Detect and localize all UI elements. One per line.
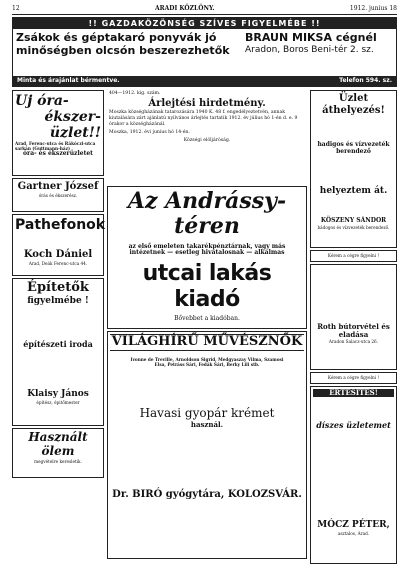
top-ad-left xyxy=(16,32,241,57)
left-column xyxy=(12,90,104,480)
koch-sub: Arad, Deák Ferenc-utca 44. xyxy=(28,260,88,266)
koszeny-sub: bádogos és vízvezeték berendező. xyxy=(317,225,390,231)
ad-gartner xyxy=(12,178,104,212)
mocz-name: MÓCZ PÉTER, xyxy=(317,520,390,531)
article-office: Községi elöljáróság. xyxy=(183,138,231,144)
right-column xyxy=(310,90,397,566)
article-ref: 404—1912. kig. szám. xyxy=(109,91,161,96)
epitesz-iroda: építészeti iroda xyxy=(23,339,93,350)
hadigos: hadigos és vízvezeték berendező xyxy=(317,141,390,155)
article-body: Moszka községházának tatarozására 1940 K. 48 f. engedélyeztetvén, annak kiutalására zárt ajánlatú nyilvános árlejtés tartatik 1912. év július hó 1-én d. e. 9 órakor a községházánál. xyxy=(109,110,298,128)
havasi-hasznal: használ. xyxy=(190,419,224,429)
ad-hasznalt xyxy=(12,428,104,478)
artist-names: Ivonne de Treville, Arnoldson Sigrid, Medgyaszay Vilma, Szamosi Elsa, Petráss Sári, Fedák Sári, Berky Lili stb. xyxy=(130,356,284,367)
vilaghiru-title: VILÁGHÍRŰ MŰVÉSZNŐK xyxy=(111,334,303,349)
ad-uzlet: üzlet!! xyxy=(49,125,101,142)
andrassy-title: Az Andrássy-téren xyxy=(127,188,287,240)
ad-epitetok xyxy=(12,278,104,426)
top-ad-braun xyxy=(12,17,397,87)
top-ad-firm: BRAUN MIKSA cégnél xyxy=(245,31,377,44)
ad-roth xyxy=(310,264,397,370)
top-ad-line2: minőségben olcsón beszerezhetők xyxy=(16,43,230,57)
ad-uj-ora xyxy=(12,90,104,176)
top-ad-bar xyxy=(13,76,396,86)
top-ad-bar-right: Telefon 594. sz. xyxy=(339,77,392,84)
ad-ora-title: óra- és ékszerüzletet xyxy=(23,150,93,158)
page-number: 12 xyxy=(12,5,20,12)
diszes-title: díszes üzletemet xyxy=(316,420,391,431)
utcai-lakas: utcai lakás kiadó xyxy=(142,261,272,312)
epitetok-sub: figyelmébe ! xyxy=(27,295,89,306)
article-sign: Moszka, 1912. évi junius hó 14-én. xyxy=(109,130,190,136)
top-ad-address: Aradon, Boros Beni-tér 2. sz. xyxy=(245,44,374,55)
issue-date: 1912. junius 18 xyxy=(349,5,397,12)
running-header xyxy=(12,6,397,15)
bovebbet: Bővebbet a kiadóban. xyxy=(174,314,240,322)
ertesites-title: ÉRTESÍTÉS! xyxy=(313,389,394,397)
mocz-sub: asztalos, Arad. xyxy=(337,530,370,536)
kerese-box-2: Kérem a cégre figyelni ! xyxy=(310,372,397,384)
paper-title: ARADI KÖZLÖNY. xyxy=(154,5,215,12)
ad-ertesites xyxy=(310,386,397,564)
hasznalt-title: Használt ölem xyxy=(28,430,88,458)
hasznalt-sub: megvételre keresletik. xyxy=(34,458,82,464)
top-ad-strip: !! GAZDAKÖZÖNSÉG SZÍVES FIGYELMÉBE !! xyxy=(13,18,396,29)
ad-pathe xyxy=(12,214,104,276)
gartner-name: Gartner József xyxy=(17,181,99,192)
newspaper-page xyxy=(12,6,397,564)
klaisy-name: Klaisy János xyxy=(27,389,89,400)
pathe-title: Pathefonok xyxy=(15,217,106,233)
koch-name: Koch Dániel xyxy=(23,249,93,261)
article-arlejtes xyxy=(107,90,307,186)
uzlet-title: Üzlet áthelyezés! xyxy=(322,93,385,116)
drbiro: Dr. BIRÓ gyógytára, KOLOZSVÁR. xyxy=(112,488,302,500)
gartner-sub: órás és ékszerész. xyxy=(38,192,78,198)
ad-uj: Uj óra- xyxy=(15,93,69,109)
ad-ekszer: ékszer- xyxy=(44,109,101,126)
andrassy-sub: az első emeleten takarékpénztárnak, vagy más intézetnek — esetleg hivatalosnak — alkalmas xyxy=(128,242,286,257)
kerese-box-1: Kérem a cégre figyelni ! xyxy=(310,250,397,262)
middle-column xyxy=(107,90,307,561)
ad-havasi xyxy=(107,331,307,559)
top-ad-right xyxy=(245,32,395,55)
roth-title: Roth bútorvétel és eladása xyxy=(317,322,390,340)
epitetok-title: Építetők xyxy=(27,280,89,295)
koszeny-name: KÖSZENY SÁNDOR xyxy=(320,217,387,225)
havasi-title: Havasi gyopár krémet xyxy=(139,406,275,420)
ad-andrassy xyxy=(107,186,307,329)
top-ad-bar-left: Minta és árajánlat bérmentve. xyxy=(17,77,120,84)
article-title: Árlejtési hirdetmény. xyxy=(148,97,266,109)
klaisy-sub: építész, épitőmester xyxy=(36,399,80,405)
ad-arad-addr: Arad, Ferenc-utca és Rákóczi-utca sarkán (Guttmann-ház) xyxy=(15,141,96,152)
helyeztem: helyeztem át. xyxy=(319,185,388,196)
ad-uzlet-athelyezes xyxy=(310,90,397,248)
top-ad-line1: Zsákok és géptakaró ponyvák jó xyxy=(16,31,217,44)
roth-addr: Aradon Salacz-utca 26. xyxy=(328,339,379,345)
